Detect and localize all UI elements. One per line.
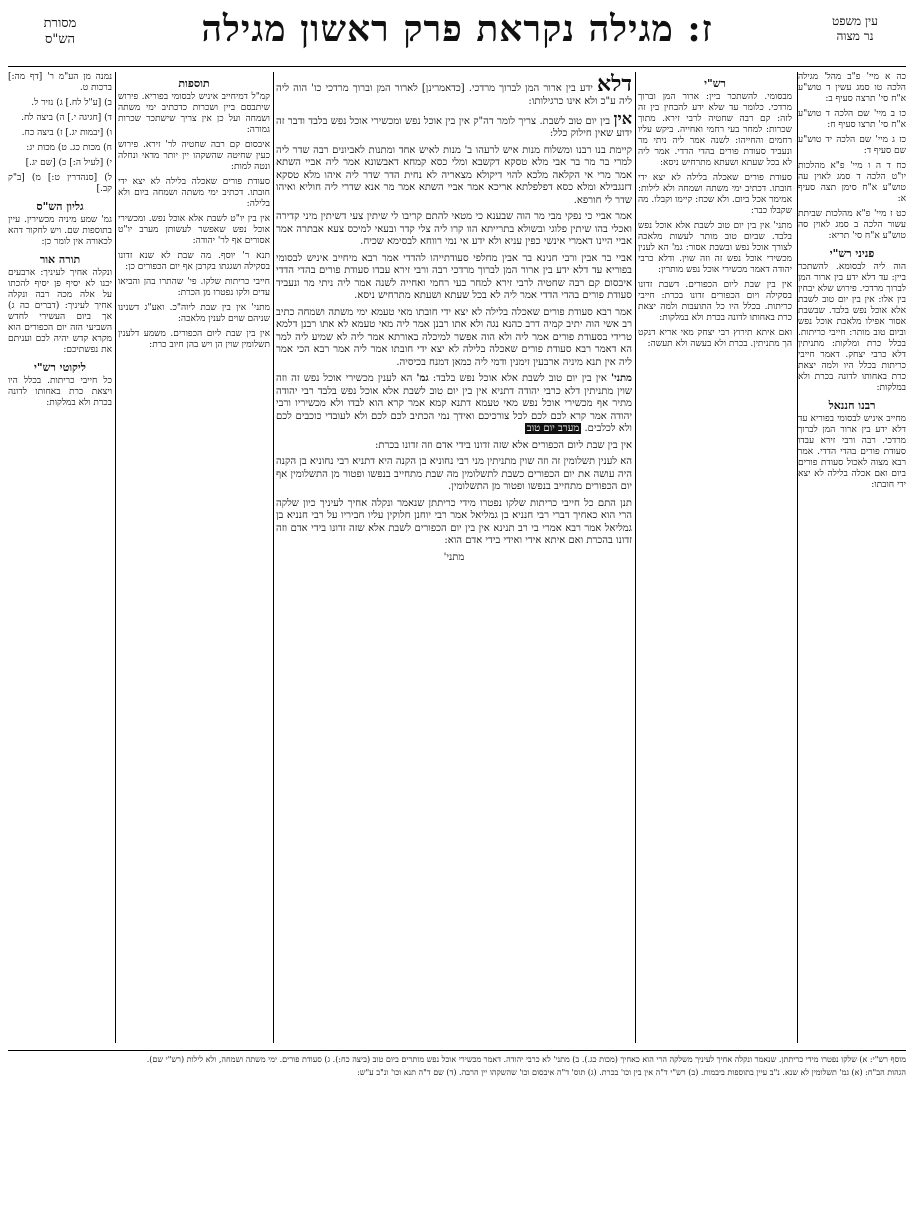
masoret-entry: ל) [סנהדרין ט:] מ) [ב"ק קב.] <box>8 173 112 194</box>
masoret-label <box>20 16 100 48</box>
footnotes <box>8 1050 906 1081</box>
rashi-column <box>638 72 792 354</box>
ein-mishpat-title: עין משפט <box>832 14 878 28</box>
footnote-line: הגהות הב"ח: (א) גמ' תשלומין לא שנא. נ"ב עיין בתוספות ביבמות. (ב) רש"י ד"ה אין בין וכו' בכרת. (ג) תוס' ד"ה איבסום וכו' שהשקהו יין הרבה. (ד) שם ד"ה תנא וכו' ונ"ב ע"ש: <box>357 1068 906 1077</box>
gilyon-text: גמ' שמע מיניה מכשירין. עיין בתוספות שם. ויש לחקור דהא לכאורה אין לומר כן: <box>8 215 112 247</box>
masoret-column <box>8 72 112 413</box>
mishna-label: מתני' <box>611 373 632 384</box>
ein-mishpat-entry: כח ד ה ו מיי' פ"א מהלכות יו"ט הלכה ד סמג לאוין עה טוש"ע א"ח סימן תצה סעיף א: <box>798 161 906 204</box>
rashi-paragraph: ואם איתא תירוץ רבי יצחק מאי אריא דנקט הך מתניתין. בכרת ולא בעשה ולא תעשה: <box>638 328 792 349</box>
gilyon-heading: גליון הש"ס <box>36 200 84 213</box>
masoret-entry: ו) [יבמות יג.] ז) ביצה כח. <box>21 128 112 138</box>
gemara-text: הא לענין מכשירי אוכל נפש זה וזה שוין מתניתין דלא כרבי יהודה דתניא אין בין יום טוב לשבת אלא אוכל נפש בלבד רבי יהודה מתיר אף מכשירי אוכל נפש מאי טעמא דתנא קמא אמר קרא הוא לבדו ולא מכשיריו ורבי יהודה אמר קרא לכם לכם לכל צורכיכם ואידך נמי הכתיב לכם לכם ולא לעובדי כוכבים לכם ולא לכלבים. <box>276 373 632 434</box>
hashas-title: הש"ס <box>44 32 76 47</box>
tosafot-heading: תוספות <box>178 77 210 90</box>
rabbenu-chananel-text: מחייב איניש לבסומי בפוריא עד דלא ידע בין ארור המן לברוך מרדכי. רבה ורבי זירא עבדו סעודת פורים בהדי הדדי. אמר רבא מצוה לאכול סעודת פורים ביום ואם אכלה בלילה לא יצא ידי חובתו: <box>798 414 906 490</box>
ner-mitzva-title: נר מצוה <box>836 29 874 43</box>
tosafot-column <box>118 72 270 355</box>
page-header <box>8 8 906 66</box>
ein-mishpat-label <box>812 14 898 44</box>
likutei-rashi-heading: ליקוטי רש"י <box>34 361 86 374</box>
mishna-text: אין בין יום טוב לשבת אלא אוכל נפש בלבד: <box>432 373 607 384</box>
footnote-line: מוסף רש"י: א) שלקו נפטרו מידי כריתתן. שנאמר ונקלה אחיך לעיניך משלקה הרי הוא כאחיך (מכות כג.). ב) מתני' לא כרבי יהודה. דאמר מכשירי אוכל נפש מותרים ביום טוב (ביצה כח:). ג) סעודת פורים. ימי משתה ושמחה, ולא לילות (רש"י שם). <box>146 1055 906 1064</box>
header-rule <box>8 66 906 67</box>
rashi-paragraph: סעודת פורים שאכלה בלילה לא יצא ידי חובתו. דכתיב ימי משתה ושמחה ולא לילות: אמימר אכל ביום. ולא שכח: קיימו וקבלו. מה שקבלו כבר: <box>638 173 792 216</box>
page-title: ז: מגילה נקראת פרק ראשון מגילה <box>201 8 713 50</box>
gemara-closing: תנן התם כל חייבי כריתות שלקו נפטרו מידי כריתתן שנאמר ונקלה אחיך לעיניך כיון שלקה הרי הוא כאחיך דברי רבי חנניא בן גמליאל אמר רבי יוחנן חלוקין עליו חביריו על רבי חנניא בן גמליאל אמר רבא אמרי בי רב תנינא אין בין יום הכפורים לשבת אלא שזה זדונו בידי אדם וזה זדונו בהכרת ואם איתא אידי ואידי בידי אדם הוא: <box>276 497 632 546</box>
pninei-rashi-heading: פניני רש"י <box>829 247 875 260</box>
gemara-paragraph: אמר רבא סעודת פורים שאכלה בלילה לא יצא ידי חובתו מאי טעמא ימי משתה ושמחה כתיב רב אשי הוה יתיב קמיה דרב כהנא נגה ולא אתו רבנן אמר ליה מאי טעמא לא אתו רבנן דלמא טרידי בסעודת פורים אמר ליה ולא הוה אפשר למיכלה באורתא אמר ליה לא שמיע ליה למר הא דאמר רבא סעודת פורים שאכלה בלילה לא יצא ידי חובתו אמר ליה אמר רבא הכי אמר ליה אין תנא מיניה ארבעין זימנין ודמי ליה כמאן דמנח בכיסיה. <box>276 306 632 368</box>
masoret-entry: י) [לעיל ה:] כ) [שם יג.] <box>25 158 112 168</box>
pninei-rashi-text: הוה ליה לבסומא. להשתכר ביין: עד דלא ידע בין ארור המן לברוך מרדכי. פירוש שלא יבחין בין אלו: אין בין יום טוב לשבת אלא אוכל נפש בלבד. שבשבת אסור אפילו מלאכת אוכל נפש וביום טוב מותר: חייבי כריתות. בכלל כרת ומלקות: מתניתין דלא כרבי יצחק. דאמר חייבי כריתות בכלל היו ולמה יצאת כרת באחותו לדונה בכרת ולא במלקות: <box>798 262 906 393</box>
mishna-2: אין בין שבת ליום הכפורים אלא שזה זדונו בידי אדם וזה זדונו בכרת: <box>375 439 632 451</box>
ein-mishpat-entry: כט ז מיי' פ"א מהלכות שביתת עשור הלכה ב סמג לאוין סה טוש"ע א"ח סי' תריא: <box>798 209 906 241</box>
masoret-title: מסורת <box>43 16 77 31</box>
tosafot-paragraph: איבסום קם רבה שחטיה לר' זירא. פירוש כעין שחיטה שהשקהו יין יותר מדאי ונחלה ונטה למות: <box>118 140 270 172</box>
column-divider <box>635 72 636 1043</box>
tosafot-paragraph: תנא ר' יוסף. מה שבת לא שנא זדונו בסקילה ושגגתו בקרבן אף יום הכפורים כן: <box>118 251 270 272</box>
column-divider <box>115 72 116 1043</box>
gemara-paragraph: אמר אביי כי נפקי מבי מר הוה שבענא כי מטאי להתם קריבו לי שיתין צעי דשיתין מיני קדירה ואכלי בהו שיתין פלוגי ובשולא בתרייתא הוו קרו ליה צלי קדר ובעאי למיכס צעא אבתרה אמר אביי היינו דאמרי אינשי כפין עניא ולא ידע אי נמי רווחא לבסימא שכיח. <box>276 211 632 247</box>
likutei-rashi-text: כל חייבי כריתות. בכלל היו ויצאת כרת באחותו לדונה בכרת ולא במלקות: <box>8 376 112 408</box>
opening-word: דלא <box>596 72 632 97</box>
tosafot-paragraph: חייבי כריתות שלקו. פי' שהתרו בהן והביאו עדים ולקו נפטרו מן הכרת: <box>118 277 270 298</box>
highlighted-phrase: מערב יום טוב <box>526 423 580 434</box>
masoret-entry: ב) [ע"ל לח.] ג) נזיר ל. <box>31 98 112 108</box>
gemara-paragraph: קיימת בנו רבנו ומשלוח מנות איש לרעהו ב' מנות לאיש אחד ומתנות לאביונים רבה שדר ליה למרי בר מר בר אבי מלא טסקא דקשבא ומלי כסא קמחא דאבשונא אמר ליה אביי השתא אמר מרי אי הקלאה מלכא להוי דיקולא מצאריה לא נחית הדר שדר ליה איהו מלא טסקא דזנגבילא ומלא כסא דפלפלתא אריכא אמר אביי השתא אמר מר אנא שדרי ליה חוליא ואיהו שדר לי חורפא. <box>276 144 632 206</box>
tosafot-paragraph: קמ"ל דמיחייב איניש לבסומי בפוריא. פירוש שיתבסם ביין ושכרות כדכתיב ימי משתה ושמחה ועל כן אין צריך שישתכר שכרות גמורה: <box>118 92 270 135</box>
gemara-2: הא לענין תשלומין זה וזה שוין מתניתין מני רבי נחוניא בן הקנה היא דתניא רבי נחוניא בן הקנה היה עושה את יום הכפורים כשבת לתשלומין מה שבת מתחייב בנפשו ופטור מן התשלומין אף יום הכפורים מתחייב בנפשו ופטור מן התשלומין. <box>276 456 632 492</box>
masoret-entry: נמנה מן הע"מ ר' [דף מה:] ברכות ט. <box>8 72 112 93</box>
opening-text: ידע בין ארור המן לברוך מרדכי. [כדאמרינן] לארור המן וברוך מרדכי כו' הוה ליה ליה ע"כ ולא אינו כרגילותו: <box>276 83 632 107</box>
rabbenu-chananel-heading: רבנו חננאל <box>828 399 876 412</box>
masoret-entry: ח) מכות כג. ט) מכות יג: <box>26 143 112 153</box>
tosafot-paragraph: מתני' אין בין שבת ליוה"כ. ואע"ג דשנינו שניהם שוים לענין מלאכה: <box>118 303 270 324</box>
gemara-label: גמ' <box>416 373 429 384</box>
opening-word-2: אין <box>613 108 632 128</box>
torah-or-text: ונקלה אחיך לעיניך: ארבעים יכנו לא יסיף פן יסיף להכתו על אלה מכה רבה ונקלה אחיך לעיניך: (דברים כה ג) אך ביום העשירי לחדש השביעי הזה יום הכפורים הוא מקרא קדש יהיה לכם ועניתם את נפשתיכם: <box>8 268 112 355</box>
ein-mishpat-entry: כז ג מיי' שם הלכה יד טוש"ע שם סעיף ד: <box>798 135 906 156</box>
tosafot-paragraph: אין בין יו"ט לשבת אלא אוכל נפש. ומכשירי אוכל נפש שאפשר לעשותן מערב יו"ט אסורים אף לר' יהודה: <box>118 214 270 246</box>
masoret-entry: ד) [חגיגה י.] ה) ביצה לח. <box>21 113 112 123</box>
rashi-paragraph: מתני' אין בין יום טוב לשבת אלא אוכל נפש בלבד. שביום טוב מותר לעשות מלאכה לצורך אוכל נפש ובשבת אסור: גמ' הא לענין מכשירי אוכל נפש זה וזה שוין. ודלא כרבי יהודה דאמר מכשירי אוכל נפש מותרין: <box>638 221 792 275</box>
tosafot-paragraph: סעודת פורים שאכלה בלילה לא יצא ידי חובתו. דכתיב ימי משתה ושמחה ביום ולא בלילה: <box>118 177 270 209</box>
column-divider <box>797 72 798 1043</box>
ein-mishpat-entry: כה א מיי' פ"ב מהל' מגילה הלכה טו סמג עשין ד טוש"ע א"ח סי' תרצה סעיף ב: <box>798 72 906 104</box>
rashi-heading: רש"י <box>704 77 726 90</box>
mishna-block <box>276 373 632 436</box>
opening-text-2: בין יום טוב לשבת. צריך לומר דה"ק אין בין אוכל נפש ומכשירי אוכל נפש בלבד ודבר זה ידוע שאין חילוק כלל: <box>276 115 632 139</box>
ein-mishpat-column <box>798 72 906 495</box>
ein-mishpat-entry: כו ב מיי' שם הלכה ד טוש"ע א"ח סי' תרצו סעיף ח: <box>798 109 906 130</box>
rashi-paragraph: אין בין שבת ליום הכפורים. דשבת זדונו בסקילה ויום הכפורים זדונו בכרת: חייבי כריתות. בכלל היו כל התועבות ולמה יצאת כרת באחותו לדונה בכרת ולא במלקות: <box>638 280 792 323</box>
opening-line <box>276 72 632 109</box>
end-word: מתני' <box>443 551 465 563</box>
column-divider <box>273 72 274 1043</box>
opening-line-2 <box>276 108 632 141</box>
rashi-paragraph: מבסומי. להשתכר ביין: ארור המן וברוך מרדכי. כלומר עד שלא ידע להבחין בין זה לזה: קם רבה שחטיה לרבי זירא. מתוך שכרות: למחר בעי רחמי ואחייה. ביקש עליו רחמים והחייהו: לשנה אמר ליה ניתי מר ונעביד סעודת פורים בהדי הדדי. אמר ליה לא בכל שעתא ושעתא מתרחיש ניסא: <box>638 92 792 168</box>
gemara-column <box>276 72 632 568</box>
tosafot-paragraph: אין בין שבת ליום הכפורים. משמע דלענין תשלומין שוין הן ויש בהן חיוב כרת: <box>118 329 270 350</box>
gemara-paragraph: אביי בר אבין ורבי חנינא בר אבין מחלפי סעודתייהו להדדי אמר רבא מיחייב איניש לבסומי בפוריא עד דלא ידע בין ארור המן לברוך מרדכי רבה ורבי זירא עבדו סעודת פורים בהדי הדדי איבסום קם רבה שחטיה לרבי זירא למחר בעי רחמי ואחייה לשנה אמר ליה ניתי מר ונעביד סעודת פורים בהדי הדדי אמר ליה לא בכל שעתא ושעתא מתרחיש ניסא. <box>276 252 632 301</box>
torah-or-heading: תורה אור <box>39 253 81 266</box>
